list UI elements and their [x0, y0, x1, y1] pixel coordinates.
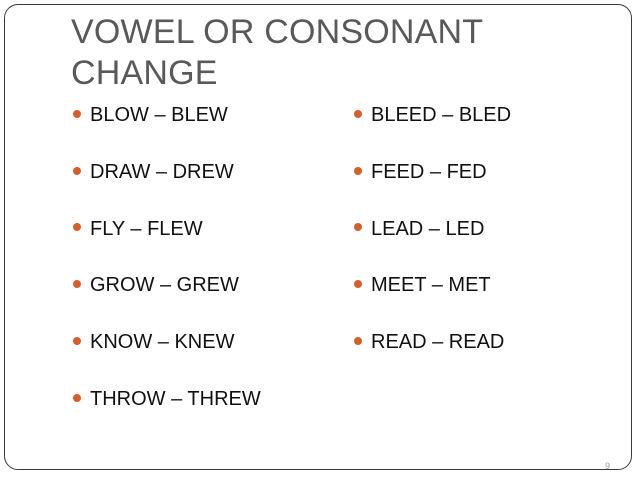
bullet-icon	[73, 394, 81, 402]
bullet-icon	[73, 223, 81, 231]
slide-title: VOWEL OR CONSONANT CHANGE	[71, 13, 483, 92]
page-number: 9	[604, 461, 610, 471]
bullet-icon	[354, 167, 362, 175]
list-item-text: BLOW – BLEW	[90, 104, 228, 126]
list-item	[73, 100, 261, 157]
bullet-icon	[73, 110, 81, 118]
list-item-text: THROW – THREW	[90, 387, 261, 410]
list-item	[73, 214, 261, 271]
list-item-text: BLEED – BLED	[371, 104, 512, 126]
list-item-text: FEED – FED	[371, 160, 487, 183]
list-item-text: DRAW – DREW	[90, 160, 234, 183]
list-item	[354, 214, 511, 271]
list-item	[73, 327, 261, 384]
list-item-text: FLY – FLEW	[90, 217, 203, 240]
list-item-text: LEAD – LED	[371, 217, 485, 240]
bullet-icon	[73, 337, 81, 345]
bullet-icon	[354, 280, 362, 288]
list-item	[73, 157, 261, 214]
list-item	[354, 100, 511, 157]
right-bullet-list	[354, 100, 511, 384]
left-bullet-list	[73, 100, 261, 441]
bullet-icon	[354, 223, 362, 231]
list-item	[354, 270, 511, 327]
list-item-text: GROW – GREW	[90, 274, 239, 297]
list-item	[73, 270, 261, 327]
bullet-icon	[73, 280, 81, 288]
list-item-text: MEET – MET	[371, 274, 491, 297]
list-item	[354, 157, 511, 214]
bullet-icon	[354, 110, 362, 118]
list-item-text: READ – READ	[371, 331, 505, 354]
list-item	[73, 384, 261, 441]
bullet-icon	[73, 167, 81, 175]
bullet-icon	[354, 337, 362, 345]
list-item	[354, 327, 511, 384]
list-item-text: KNOW – KNEW	[90, 331, 235, 354]
